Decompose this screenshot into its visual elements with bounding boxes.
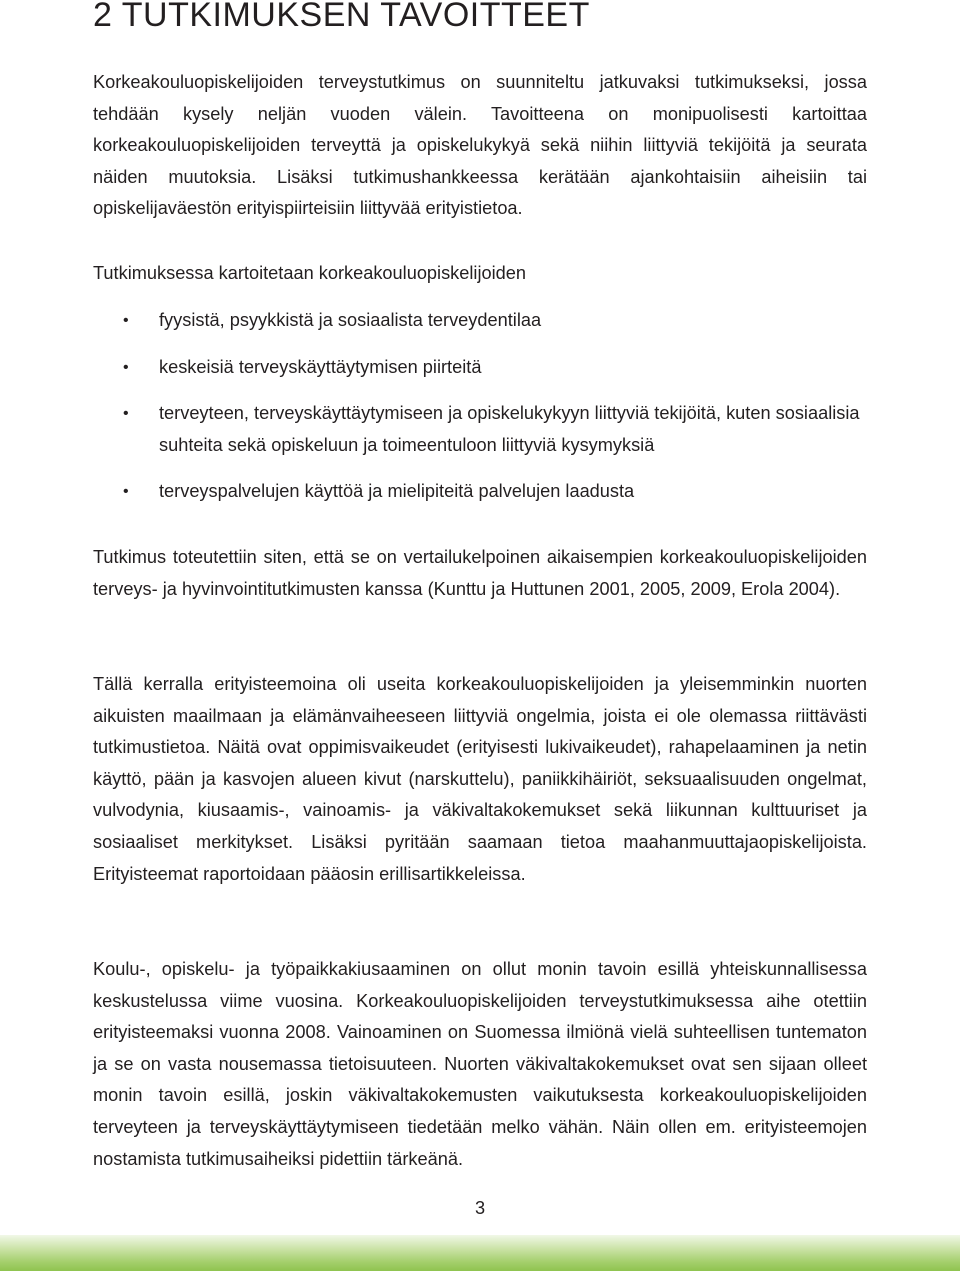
bullet-icon: •: [123, 405, 129, 423]
bullying-paragraph: Koulu-, opiskelu- ja työpaikkakiusaaminen on ollut monin tavoin esillä yhteiskunnallisessa keskustelussa viime vuosina. Korkeakouluopiskelijoiden terveystutkimuksessa aihe otettiin erityisteemaksi vuonna 2008. Vainoaminen on Suomessa ilmiönä vielä suhteellisen tuntematon ja se on vasta nousemassa tietoisuuteen. Nuorten väkivaltakokemukset ovat sen sijaan olleet monin tavoin esillä, joskin väkivaltakokemusten vaikutuksesta korkeakouluopiskelijoiden terveyteen ja terveyskäyttäytymiseen tiedetään melko vähän. Näin ollen em. erityisteemojen nostamista tutkimusaiheiksi pidettiin tärkeänä.: [93, 959, 867, 1169]
bullet-icon: •: [123, 312, 129, 329]
list-item-text: terveyteen, terveyskäyttäytymiseen ja opiskelukykyyn liittyviä tekijöitä, kuten sosiaalisia suhteita sekä opiskeluun ja toimeentuloon liittyviä kysymyksiä: [159, 403, 860, 455]
bullet-icon: •: [123, 483, 129, 501]
list-item: [93, 398, 867, 461]
footer-gradient-bar: [0, 1235, 960, 1271]
bullet-icon: •: [123, 358, 129, 376]
bullet-list: [93, 305, 867, 523]
list-item-text: keskeisiä terveyskäyttäytymisen piirteitä: [159, 356, 482, 377]
document-page: [93, 0, 867, 1218]
page-number: 3: [474, 1198, 486, 1218]
list-item: [93, 352, 867, 384]
page-title: 2 TUTKIMUKSEN TAVOITTEET: [93, 0, 590, 30]
list-item: [93, 305, 867, 337]
list-item-text: terveyspalvelujen käyttöä ja mielipiteitä palvelujen laadusta: [159, 481, 635, 502]
list-item: [93, 476, 867, 508]
comparability-paragraph: Tutkimus toteutettiin siten, että se on vertailukelpoinen aikaisempien korkeakouluopiskelijoiden terveys- ja hyvinvointitutkimusten kanssa (Kunttu ja Huttunen 2001, 2005, 2009, Erola 2004).: [93, 547, 867, 599]
intro-paragraph: Korkeakouluopiskelijoiden terveystutkimus on suunniteltu jatkuvaksi tutkimukseksi, jossa tehdään kysely neljän vuoden välein. Tavoitteena on monipuolisesti kartoittaa korkeakouluopiskelijoiden terveyttä ja opiskelukykyä sekä niihin liittyviä tekijöitä ja seurata näiden muutoksia. Lisäksi tutkimushankkeessa kerätään ajankohtaisiin aiheisiin tai opiskelijaväestön erityispiirteisiin liittyvää erityistietoa.: [93, 72, 867, 219]
list-item-text: fyysistä, psyykkistä ja sosiaalista terveydentilaa: [159, 310, 542, 330]
special-themes-paragraph: Tällä kerralla erityisteemoina oli useita korkeakouluopiskelijoiden ja yleisemminkin nuorten aikuisten maailmaan ja elämänvaiheeseen liittyviä ongelmia, joista ei ole olemassa riittävästi tutkimustietoa. Näitä ovat oppimisvaikeudet (erityisesti lukivaikeudet), rahapelaaminen ja netin käyttö, pään ja kasvojen alueen kivut (narskuttelu), paniikkihäiriöt, seksuaalisuuden ongelmat, vulvodynia, kiusaamis-, vainoamis- ja väkivaltakokemukset sekä liikunnan kulttuuriset ja sosiaaliset merkitykset. Lisäksi pyritään saamaan tietoa maahanmuuttajaopiskelijoista. Erityisteemat raportoidaan pääosin erillisartikkeleissa.: [93, 674, 867, 884]
list-intro-paragraph: Tutkimuksessa kartoitetaan korkeakouluopiskelijoiden: [93, 263, 527, 283]
